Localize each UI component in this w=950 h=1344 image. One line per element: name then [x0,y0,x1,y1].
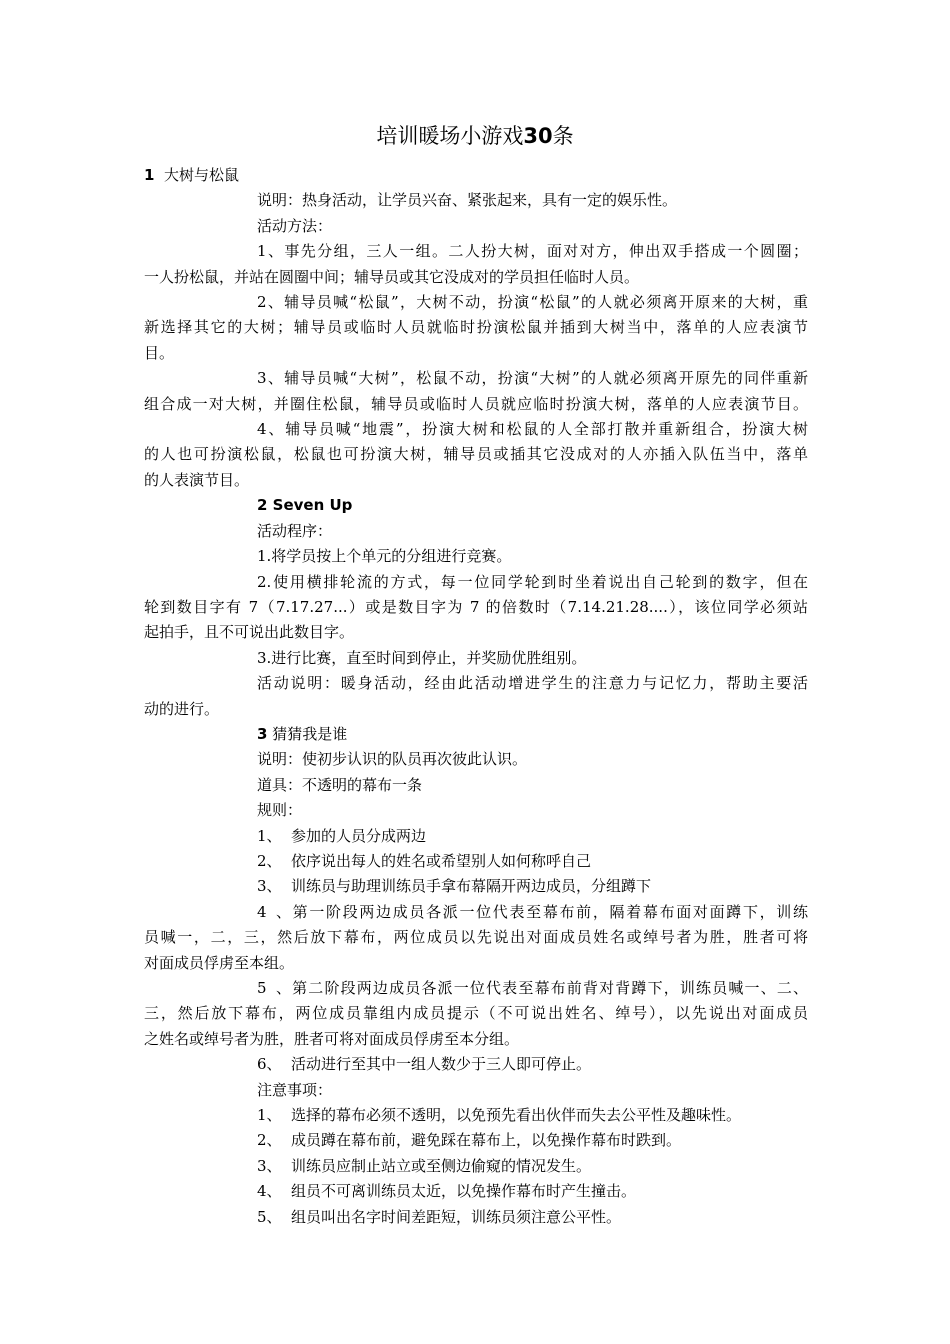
section-2-step-2-line-3: 起拍手，且不可说出此数目字。 [144,623,355,642]
rule-item-3 [144,874,808,899]
section-1-step-4-line-3: 的人表演节目。 [144,470,250,489]
rule-item-5-line-1 [144,976,808,1001]
note-3-number: 3、 [257,1156,282,1175]
note-item-5 [144,1205,808,1230]
section-3-number: 3 [257,724,268,743]
document-title [0,122,950,150]
rule-5-text-1: 第二阶段两边成员各派一位代表至幕布前背对背蹲下，训练员喊一、二、 [291,979,808,997]
rule-item-6 [144,1052,808,1077]
section-3-heading [144,722,808,747]
section-1-number: 1 [144,166,155,184]
rule-3-text: 训练员与助理训练员手拿布幕隔开两边成员，分组蹲下 [291,877,652,896]
section-1-step-1-line-2: 一人扮松鼠，并站在圆圈中间；辅导员或其它没成对的学员担任临时人员。 [144,267,640,286]
section-1-step-4-line-1: 4、辅导员喊“地震”，扮演大树和松鼠的人全部打散并重新组合，扮演大树 [257,420,808,439]
document-body [144,163,808,1230]
section-1-title: 大树与松鼠 [163,166,239,184]
section-1-heading [144,163,808,188]
note-item-1 [144,1103,808,1128]
section-1-step-2-line-1: 2、辅导员喊“松鼠”，大树不动，扮演“松鼠”的人就必须离开原来的大树，重 [257,293,808,312]
rule-item-5-line-3: 之姓名或绰号者为胜，胜者可将对面成员俘虏至本分组。 [144,1029,520,1048]
note-4-number: 4、 [257,1182,282,1201]
note-item-2 [144,1128,808,1153]
rule-item-2 [144,849,808,874]
title-number: 30 [523,124,553,148]
note-5-text: 组员叫出名字时间差距短，训练员须注意公平性。 [291,1207,622,1226]
rule-1-text: 参加的人员分成两边 [291,826,427,845]
rule-item-4-line-3: 对面成员俘虏至本组。 [144,953,295,972]
section-2-step-3: 3.进行比赛，直至时间到停止，并奖励优胜组别。 [257,648,587,667]
section-3-rules-label: 规则： [257,801,303,820]
section-2-step-2-line-2: 轮到数目字有 7（7.17.27...）或是数目字为 7 的倍数时（7.14.21.28....），该位同学必须站 [144,597,808,616]
section-2-step-2-line-1: 2.使用横排轮流的方式，每一位同学轮到时坐着说出自己轮到的数字，但在 [257,572,808,591]
section-1-method-label: 活动方法： [257,216,333,235]
title-suffix: 条 [552,124,574,148]
section-3-title: 猜猜我是谁 [272,724,348,743]
note-1-text: 选择的幕布必须不透明，以免预先看出伙伴而失去公平性及趣味性。 [291,1106,742,1125]
note-4-text: 组员不可离训练员太近，以免操作幕布时产生撞击。 [291,1182,637,1201]
note-3-text: 训练员应制止站立或至侧边偷窥的情况发生。 [291,1156,592,1175]
note-5-number: 5、 [257,1207,282,1226]
section-3-notes-label: 注意事项： [257,1080,333,1099]
rule-item-4-line-1 [144,900,808,925]
rule-item-4-line-2: 员喊一，二，三，然后放下幕布，两位成员以先说出对面成员姓名或绰号者为胜，胜者可将 [144,928,808,947]
section-1-step-4-line-2: 的人也可扮演松鼠，松鼠也可扮演大树，辅导员或插其它没成对的人亦插入队伍当中，落单 [144,445,808,464]
rule-4-text-1: 第一阶段两边成员各派一位代表至幕布前，隔着幕布面对面蹲下，训练 [291,902,808,921]
note-item-3 [144,1154,808,1179]
rule-item-5-line-2: 三，然后放下幕布，两位成员靠组内成员提示（不可说出姓名、绰号），以先说出对面成员 [144,1004,808,1023]
note-2-number: 2、 [257,1131,282,1150]
rule-2-text: 依序说出每人的姓名或希望别人如何称呼自己 [291,851,592,870]
rule-6-text: 活动进行至其中一组人数少于三人即可停止。 [291,1055,592,1074]
section-1-step-1-line-1: 1、事先分组，三人一组。二人扮大树，面对对方，伸出双手搭成一个圆圈； [257,242,808,261]
section-2-step-1: 1.将学员按上个单元的分组进行竞赛。 [257,547,512,566]
section-1-step-2-line-3: 目。 [144,343,175,362]
section-2-procedure-label: 活动程序： [257,521,333,540]
rule-6-number: 6、 [257,1055,282,1074]
title-prefix: 培训暖场小游戏 [376,124,524,148]
section-1-step-3-line-2: 组合成一对大树，并圈住松鼠，辅导员或临时人员就应临时扮演大树，落单的人应表演节目。 [144,394,808,413]
section-1-step-2-line-2: 新选择其它的大树；辅导员或临时人员就临时扮演松鼠并插到大树当中，落单的人应表演节 [144,318,808,337]
section-3-description: 说明：使初步认识的队员再次彼此认识。 [257,750,528,769]
note-1-number: 1、 [257,1106,282,1125]
section-2-description-line-1: 活动说明：暖身活动，经由此活动增进学生的注意力与记忆力，帮助主要活 [257,674,808,693]
rule-item-1 [144,824,808,849]
note-2-text: 成员蹲在幕布前，避免踩在幕布上，以免操作幕布时跌到。 [291,1131,682,1150]
note-item-4 [144,1179,808,1204]
section-1-description: 说明：热身活动，让学员兴奋、紧张起来，具有一定的娱乐性。 [257,191,678,210]
rule-3-number: 3、 [257,877,282,896]
section-2-heading: 2 Seven Up [257,496,353,515]
rule-5-number: 5、 [257,979,291,997]
section-1-step-3-line-1: 3、辅导员喊“大树”，松鼠不动，扮演“大树”的人就必须离开原先的同伴重新 [257,369,808,388]
rule-2-number: 2、 [257,851,282,870]
section-2-description-line-2: 动的进行。 [144,699,220,718]
section-3-props: 道具：不透明的幕布一条 [257,775,423,794]
rule-4-number: 4、 [257,902,291,921]
rule-1-number: 1、 [257,826,282,845]
